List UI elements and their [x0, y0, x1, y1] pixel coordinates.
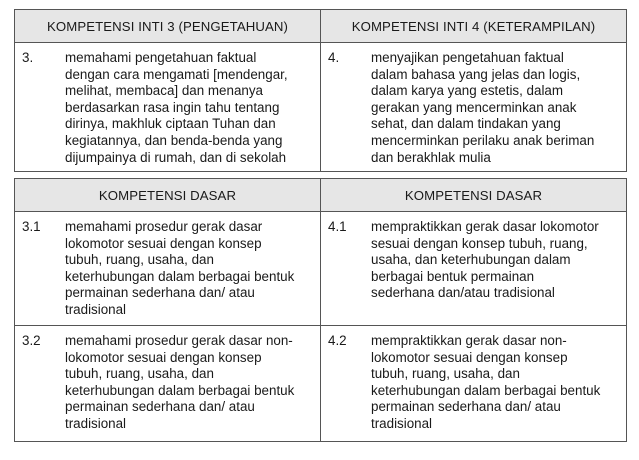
text-line: sehat, dan dalam tindakan yang — [371, 116, 561, 132]
text-line: memahami prosedur gerak dasar non- — [65, 333, 293, 348]
text-line: menyajikan pengetahuan faktual — [371, 50, 564, 65]
ki4-number: 4. — [328, 50, 340, 65]
text-line: sesuai dengan konsep tubuh, ruang, — [371, 235, 588, 251]
kd-3-1-number: 3.1 — [22, 219, 41, 234]
text-line: dalam karya yang estetis, dalam — [371, 83, 564, 99]
text-line: dan berakhlak mulia — [371, 149, 491, 165]
ki4-cell — [321, 43, 627, 172]
ki3-number: 3. — [22, 50, 34, 65]
text-line: mempraktikkan gerak dasar lokomotor — [371, 219, 599, 234]
text-line: sederhana dan/atau tradisional — [371, 285, 555, 301]
text-line: permainan sederhana dan/ atau — [65, 285, 255, 301]
ki4-header: KOMPETENSI INTI 4 (KETERAMPILAN) — [321, 10, 627, 43]
text-line: memahami pengetahuan faktual — [65, 50, 257, 65]
text-line: permainan sederhana dan/ atau — [371, 399, 561, 415]
text-line: tubuh, ruang, usaha, dan — [371, 366, 520, 382]
kd-right-header: KOMPETENSI DASAR — [321, 179, 627, 212]
text-line: memahami prosedur gerak dasar — [65, 219, 263, 234]
text-line: dijumpainya di rumah, dan di sekolah — [65, 149, 287, 165]
text-line: lokomotor sesuai dengan konsep — [65, 349, 262, 365]
ki4-text — [371, 43, 618, 166]
kd-3-2-number: 3.2 — [22, 333, 41, 348]
text-line: keterhubungan dalam berbagai bentuk — [371, 382, 601, 398]
ki3-text — [65, 43, 312, 166]
text-line: keterhubungan dalam berbagai bentuk — [65, 268, 295, 284]
text-line: lokomotor sesuai dengan konsep — [371, 349, 568, 365]
kd-3-2-cell — [15, 326, 321, 442]
text-line: mencerminkan perilaku anak beriman — [371, 132, 595, 148]
kd-left-header: KOMPETENSI DASAR — [15, 179, 321, 212]
text-line: dalam bahasa yang jelas dan logis, — [371, 66, 581, 82]
kd-3-1-cell — [15, 212, 321, 326]
text-line: lokomotor sesuai dengan konsep — [65, 235, 262, 251]
text-line: kegiatannya, dan benda-benda yang — [65, 132, 283, 148]
kd-4-2-number: 4.2 — [328, 333, 347, 348]
kd-4-1-text — [371, 212, 618, 302]
text-line: permainan sederhana dan/ atau — [65, 399, 255, 415]
text-line: berdasarkan rasa ingin tahu tentang — [65, 99, 280, 115]
text-line: berbagai bentuk permainan — [371, 268, 535, 284]
kd-4-1-number: 4.1 — [328, 219, 347, 234]
kd-4-2-cell — [321, 326, 627, 442]
text-line: dirinya, makhluk ciptaan Tuhan dan — [65, 116, 276, 132]
kd-4-1-cell — [321, 212, 627, 326]
ki3-cell — [15, 43, 321, 172]
kompetensi-dasar-table — [14, 178, 627, 442]
text-line: usaha, dan keterhubungan dalam — [371, 252, 571, 268]
text-line: tradisional — [65, 415, 127, 431]
text-line: tubuh, ruang, usaha, dan — [65, 252, 214, 268]
kd-4-2-text — [371, 326, 618, 433]
text-line: mempraktikkan gerak dasar non- — [371, 333, 567, 348]
kompetensi-inti-table — [14, 9, 627, 172]
text-line: tubuh, ruang, usaha, dan — [65, 366, 214, 382]
text-line: tradisional — [371, 415, 433, 431]
kd-3-1-text — [65, 212, 312, 319]
text-line: gerakan yang mencerminkan anak — [371, 99, 577, 115]
kd-3-2-text — [65, 326, 312, 433]
ki3-header: KOMPETENSI INTI 3 (PENGETAHUAN) — [15, 10, 321, 43]
text-line: tradisional — [65, 301, 127, 317]
text-line: keterhubungan dalam berbagai bentuk — [65, 382, 295, 398]
text-line: dengan cara mengamati [mendengar, — [65, 66, 288, 82]
text-line: melihat, membaca] dan menanya — [65, 83, 263, 99]
